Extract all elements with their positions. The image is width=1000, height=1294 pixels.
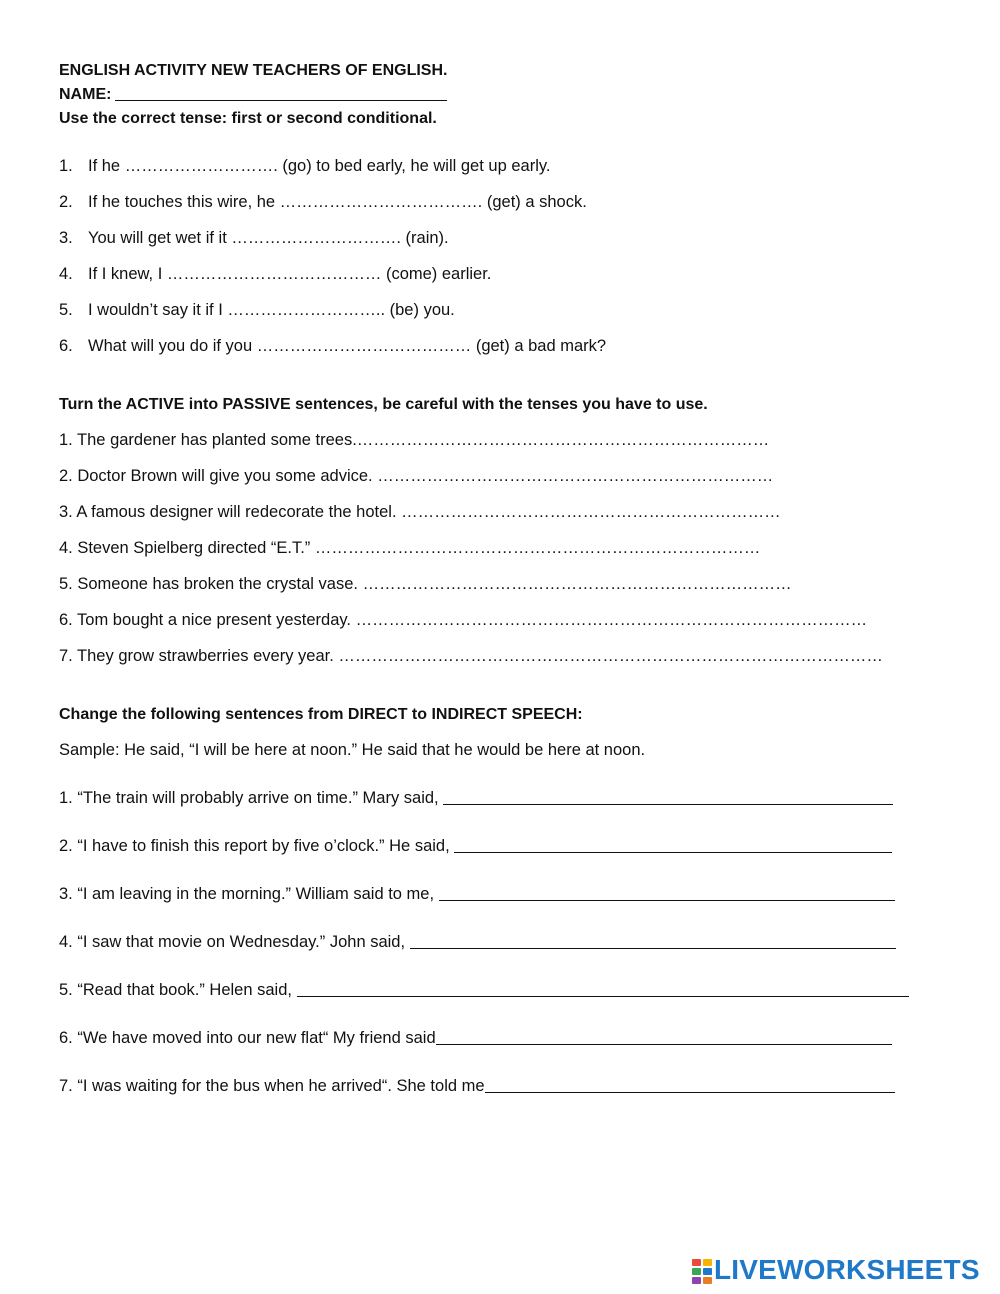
speech-item: 2. “I have to finish this report by five o’clock.” He said,: [59, 837, 892, 856]
answer-line[interactable]: [485, 1092, 895, 1093]
speech-item: 3. “I am leaving in the morning.” William said to me,: [59, 885, 895, 904]
liveworksheets-icon: [692, 1257, 714, 1283]
speech-item: 7. “I was waiting for the bus when he arrived“. She told me: [59, 1077, 895, 1096]
answer-line[interactable]: [436, 1044, 892, 1045]
conditional-item: 4. If I knew, I ………………………………… (come) earlier.: [59, 265, 492, 283]
passive-item: 3. A famous designer will redecorate the hotel. ……………………………………………………………: [59, 503, 781, 521]
worksheet-title: ENGLISH ACTIVITY NEW TEACHERS OF ENGLISH.: [59, 62, 448, 79]
answer-line[interactable]: [443, 804, 893, 805]
conditional-item: 5. I wouldn’t say it if I ……………………….. (be) you.: [59, 301, 455, 319]
speech-item: 5. “Read that book.” Helen said,: [59, 981, 909, 1000]
passive-item: 1. The gardener has planted some trees.…………………………………………………………………: [59, 431, 770, 449]
answer-line[interactable]: [410, 948, 896, 949]
passive-item: 6. Tom bought a nice present yesterday. …………………………………………………………………………………: [59, 611, 868, 629]
answer-line[interactable]: [297, 996, 909, 997]
passive-heading: Turn the ACTIVE into PASSIVE sentences, be careful with the tenses you have to use.: [59, 396, 708, 413]
conditional-item: 3. You will get wet if it …………………………. (rain).: [59, 229, 449, 247]
name-blank[interactable]: [115, 100, 447, 101]
name-label: NAME:: [59, 86, 112, 103]
name-row: [59, 86, 447, 104]
answer-line[interactable]: [454, 852, 892, 853]
logo-text: LIVEWORKSHEETS: [714, 1254, 980, 1285]
speech-item: 6. “We have moved into our new flat“ My friend said: [59, 1029, 892, 1048]
passive-item: 2. Doctor Brown will give you some advice. ………………………………………………………………: [59, 467, 774, 485]
passive-item: 5. Someone has broken the crystal vase. ……………………………………………………………………: [59, 575, 792, 593]
passive-item: 4. Steven Spielberg directed “E.T.” ………………………………………………………………………: [59, 539, 761, 557]
speech-sample: Sample: He said, “I will be here at noon.” He said that he would be here at noon.: [59, 741, 646, 759]
speech-item: 4. “I saw that movie on Wednesday.” John said,: [59, 933, 896, 952]
liveworksheets-logo: [692, 1254, 980, 1284]
conditional-item: 1. If he ………………………. (go) to bed early, he will get up early.: [59, 157, 551, 175]
passive-item: 7. They grow strawberries every year. ………………………………………………………………………………………: [59, 647, 883, 665]
conditional-instruction: Use the correct tense: first or second conditional.: [59, 110, 437, 127]
conditional-item: 2. If he touches this wire, he ………………………………. (get) a shock.: [59, 193, 587, 211]
conditional-item: 6. What will you do if you ………………………………… (get) a bad mark?: [59, 337, 607, 355]
answer-line[interactable]: [439, 900, 895, 901]
speech-heading: Change the following sentences from DIRECT to INDIRECT SPEECH:: [59, 706, 583, 723]
speech-item: 1. “The train will probably arrive on time.” Mary said,: [59, 789, 893, 808]
